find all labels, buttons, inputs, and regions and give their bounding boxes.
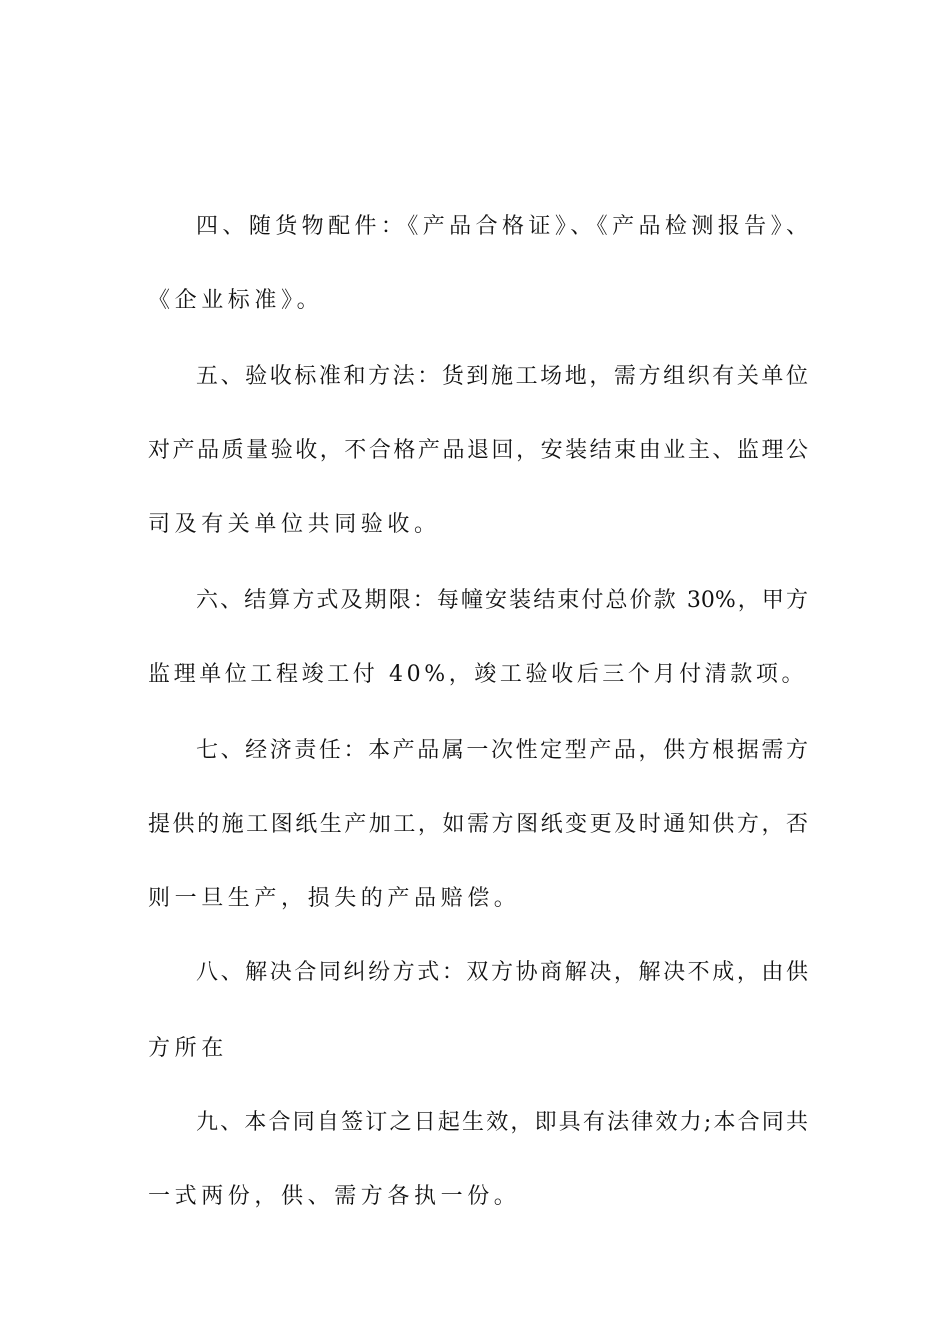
paragraph-7-line-3: 则一旦生产，损失的产品赔偿。	[148, 886, 521, 911]
paragraph-5-line-3: 司及有关单位共同验收。	[148, 512, 441, 537]
paragraph-9-line-2: 一式两份，供、需方各执一份。	[148, 1184, 521, 1209]
paragraph-4-line-2: 《企业标准》。	[148, 288, 324, 313]
paragraph-6-line-1: 六、结算方式及期限：每幢安装结束付总价款 30%，甲方	[196, 588, 808, 613]
paragraph-8-line-2: 方所在	[148, 1036, 228, 1061]
paragraph-7-line-2: 提供的施工图纸生产加工，如需方图纸变更及时通知供方，否	[148, 812, 808, 837]
paragraph-8-line-1: 八、解决合同纠纷方式：双方协商解决，解决不成，由供	[196, 960, 808, 985]
paragraph-9-line-1: 九、本合同自签订之日起生效，即具有法律效力;本合同共	[196, 1110, 808, 1135]
paragraph-5-line-2: 对产品质量验收，不合格产品退回，安装结束由业主、监理公	[148, 438, 808, 463]
paragraph-5-line-1: 五、验收标准和方法：货到施工场地，需方组织有关单位	[196, 364, 808, 389]
paragraph-6-line-2: 监理单位工程竣工付 40%，竣工验收后三个月付清款项。	[148, 662, 808, 687]
paragraph-4-line-1: 四、随货物配件：《产品合格证》、《产品检测报告》、	[196, 214, 808, 239]
paragraph-7-line-1: 七、经济责任：本产品属一次性定型产品，供方根据需方	[196, 738, 808, 763]
